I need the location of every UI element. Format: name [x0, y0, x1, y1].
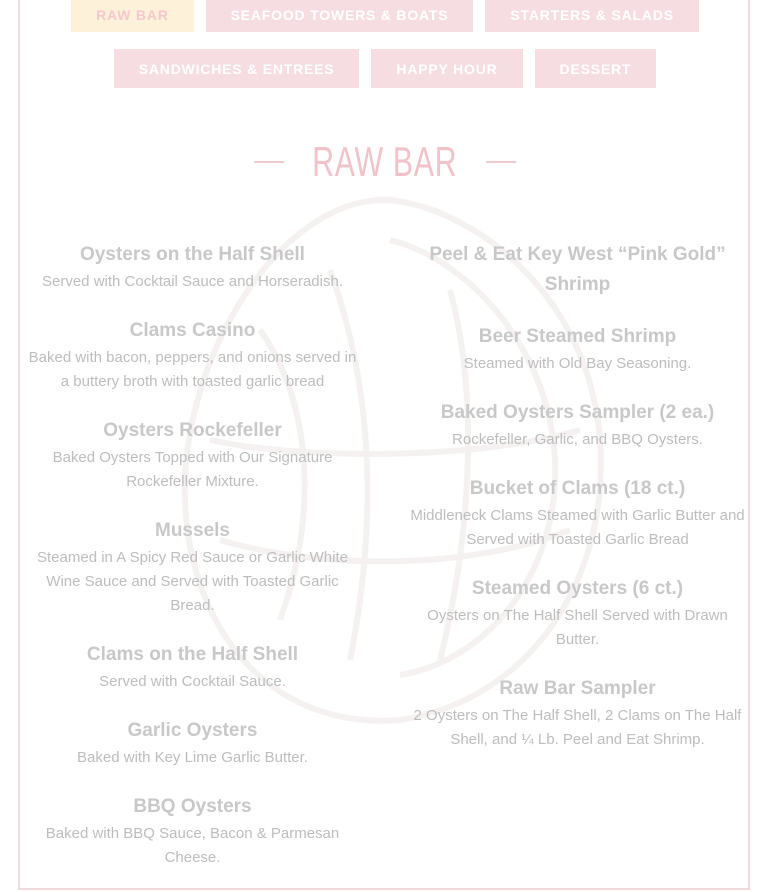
menu-item — [25, 316, 360, 394]
menu-column-left — [25, 240, 360, 892]
menu-item-name: Mussels — [155, 520, 230, 541]
menu-item-name: Clams Casino — [129, 320, 256, 341]
menu-item-description: Served with Cocktail Sauce. — [99, 673, 286, 690]
menu-item-description: 2 Oysters on The Half Shell, 2 Clams on The Half Shell, and ¼ Lb. Peel and Eat Shrimp. — [413, 707, 742, 748]
menu-item — [410, 574, 745, 652]
menu-item-description: Steamed in A Spicy Red Sauce or Garlic White Wine Sauce and Served with Toasted Garlic Bread. — [37, 549, 348, 614]
menu-item-description: Baked with Key Lime Garlic Butter. — [77, 749, 308, 766]
menu-item-name: Oysters on the Half Shell — [80, 244, 305, 265]
menu-item — [410, 674, 745, 752]
menu-item — [25, 640, 360, 694]
menu-item-name: Beer Steamed Shrimp — [478, 326, 677, 347]
menu-item-description: Oysters on The Half Shell Served with Drawn Butter. — [427, 607, 728, 648]
tab-dessert[interactable]: DESSERT — [535, 49, 657, 88]
menu-item-description: Rockefeller, Garlic, and BBQ Oysters. — [452, 431, 703, 448]
menu-item-description: Steamed with Old Bay Seasoning. — [463, 355, 692, 372]
tab-starters-salads[interactable]: STARTERS & SALADS — [485, 0, 698, 32]
title-dash-right — [486, 161, 516, 163]
menu-item-description: Baked with BBQ Sauce, Bacon & Parmesan Cheese. — [45, 825, 340, 866]
menu-item — [410, 322, 745, 376]
menu-item-description: Middleneck Clams Steamed with Garlic Butter and Served with Toasted Garlic Bread — [410, 507, 745, 548]
menu-item — [25, 792, 360, 870]
menu-item-name: Steamed Oysters (6 ct.) — [471, 578, 684, 599]
menu-item — [25, 716, 360, 770]
menu-item — [410, 398, 745, 452]
tab-sandwiches-entrees[interactable]: SANDWICHES & ENTREES — [114, 49, 360, 88]
menu-item-name: Raw Bar Sampler — [499, 678, 656, 699]
menu-item-name: BBQ Oysters — [133, 796, 252, 817]
tab-happy-hour[interactable]: HAPPY HOUR — [371, 49, 522, 88]
menu-item-name: Bucket of Clams (18 ct.) — [469, 478, 686, 499]
menu-item — [25, 416, 360, 494]
menu-item-name: Oysters Rockefeller — [103, 420, 282, 441]
menu-item-description: Served with Cocktail Sauce and Horseradish. — [42, 273, 343, 290]
menu-item — [25, 516, 360, 618]
tab-raw-bar[interactable]: RAW BAR — [71, 0, 193, 32]
menu-item-name: Peel & Eat Key West “Pink Gold” Shrimp — [429, 244, 726, 295]
menu-item-name: Clams on the Half Shell — [86, 644, 299, 665]
tab-seafood-towers-boats[interactable]: SEAFOOD TOWERS & BOATS — [206, 0, 474, 32]
menu-column-right — [410, 240, 745, 774]
menu-tabs-row-2 — [0, 49, 770, 88]
section-title: RAW BAR — [312, 138, 458, 185]
menu-item-description: Baked Oysters Topped with Our Signature Rockefeller Mixture. — [52, 449, 333, 490]
title-dash-left — [254, 161, 284, 163]
menu-tabs-row-1 — [0, 0, 770, 32]
menu-item — [410, 240, 745, 300]
section-heading — [0, 140, 770, 184]
menu-item-description: Baked with bacon, peppers, and onions served in a buttery broth with toasted garlic bread — [28, 349, 357, 390]
menu-item — [25, 240, 360, 294]
menu-item — [410, 474, 745, 552]
menu-item-name: Baked Oysters Sampler (2 ea.) — [440, 402, 715, 423]
menu-item-name: Garlic Oysters — [127, 720, 258, 741]
